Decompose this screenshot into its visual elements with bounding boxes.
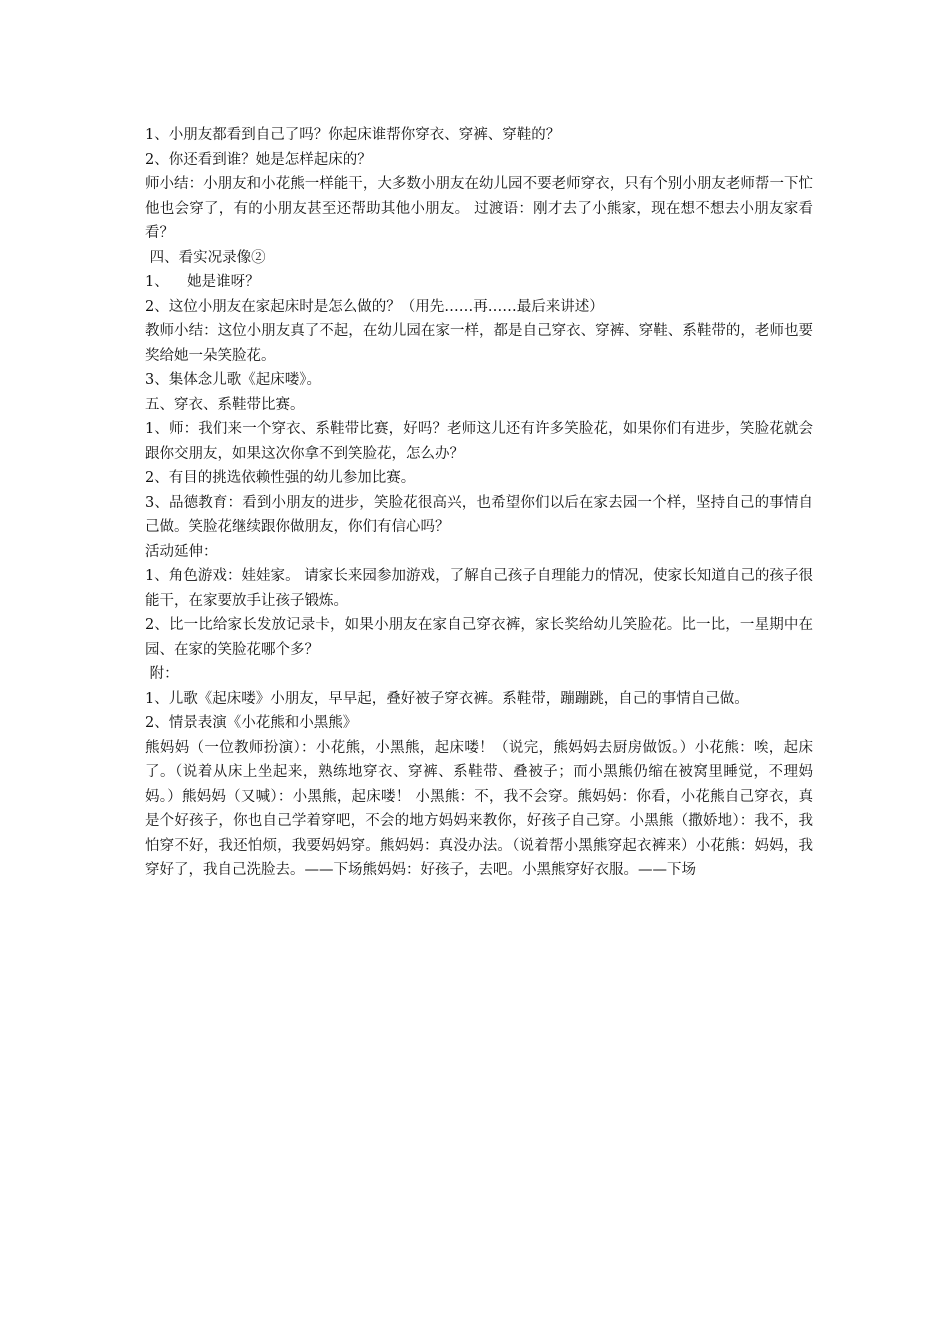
paragraph-teacher-summary-2: 教师小结：这位小朋友真了不起，在幼儿园在家一样，都是自己穿衣、穿裤、穿鞋、系鞋带的，老师也要奖给她一朵笑脸花。 [145, 323, 813, 364]
paragraph-q1-self: 1、小朋友都看到自己了吗？你起床谁帮你穿衣、穿裤、穿鞋的？ [145, 127, 561, 143]
paragraph-appendix-play-script: 熊妈妈（一位教师扮演）：小花熊，小黑熊，起床喽！（说完，熊妈妈去厨房做饭。）小花熊：唉，起床了。（说着从床上坐起来，熟练地穿衣、穿裤、系鞋带、叠被子；而小黑熊仍缩在被窝里睡觉，不理妈妈。）熊妈妈（又喊）：小黑熊，起床喽！ 小黑熊：不，我不会穿。熊妈妈：你看，小花熊自己穿衣，真是个好孩子，你也自己学着穿吧，不会的地方妈妈来教你，好孩子自己穿。小黑熊（撒娇地）：我不，我怕穿不好，我还怕烦，我要妈妈穿。熊妈妈：真没办法。（说着帮小黑熊穿起衣裤来）小花熊：妈妈，我穿好了，我自己洗脸去。——下场熊妈妈：好孩子，去吧。小黑熊穿好衣服。——下场 [145, 739, 813, 878]
paragraph-competition-3: 3、品德教育：看到小朋友的进步，笑脸花很高兴，也希望你们以后在家去园一个样，坚持自己的事情自己做。笑脸花继续跟你做朋友，你们有信心吗？ [145, 494, 813, 535]
paragraph-teacher-summary-1: 师小结：小朋友和小花熊一样能干，大多数小朋友在幼儿园不要老师穿衣，只有个别小朋友老师帮一下忙他也会穿了，有的小朋友甚至还帮助其他小朋友。 过渡语：刚才去了小熊家，现在想不想去小朋友家看看？ [145, 176, 813, 241]
paragraph-extension-1: 1、角色游戏：娃娃家。 请家长来园参加游戏，了解自己孩子自理能力的情况，使家长知道自己的孩子很能干，在家要放手让孩子锻炼。 [145, 568, 813, 609]
paragraph-q2-who: 2、你还看到谁？她是怎样起床的？ [145, 151, 372, 168]
paragraph-competition-1: 1、师：我们来一个穿衣、系鞋带比赛，好吗？老师这儿还有许多笑脸花，如果你们有进步，笑脸花就会跟你交朋友，如果这次你拿不到笑脸花，怎么办？ [145, 421, 813, 462]
paragraph-appendix-song: 1、儿歌《起床喽》小朋友，早早起，叠好被子穿衣裤。系鞋带，蹦蹦跳，自己的事情自己做。 [145, 690, 749, 707]
section-heading-extension: 活动延伸： [145, 543, 218, 560]
document-body [145, 123, 813, 883]
section-heading-appendix: 附： [145, 666, 179, 682]
paragraph-recite-song: 3、集体念儿歌《起床喽》。 [145, 372, 321, 388]
paragraph-appendix-play-title: 2、情景表演《小花熊和小黑熊》 [145, 715, 358, 731]
paragraph-q1-who-is-she: 1、 她是谁呀？ [145, 274, 260, 290]
paragraph-extension-2: 2、比一比给家长发放记录卡，如果小朋友在家自己穿衣裤，家长奖给幼儿笑脸花。比一比，一星期中在园、在家的笑脸花哪个多？ [145, 617, 813, 658]
section-heading-4: 四、看实况录像② [145, 249, 266, 266]
section-heading-5: 五、穿衣、系鞋带比赛。 [145, 396, 305, 413]
paragraph-q2-how: 2、这位小朋友在家起床时是怎么做的？（用先……再……最后来讲述） [145, 298, 604, 315]
paragraph-competition-2: 2、有目的挑选依赖性强的幼儿参加比赛。 [145, 470, 416, 486]
